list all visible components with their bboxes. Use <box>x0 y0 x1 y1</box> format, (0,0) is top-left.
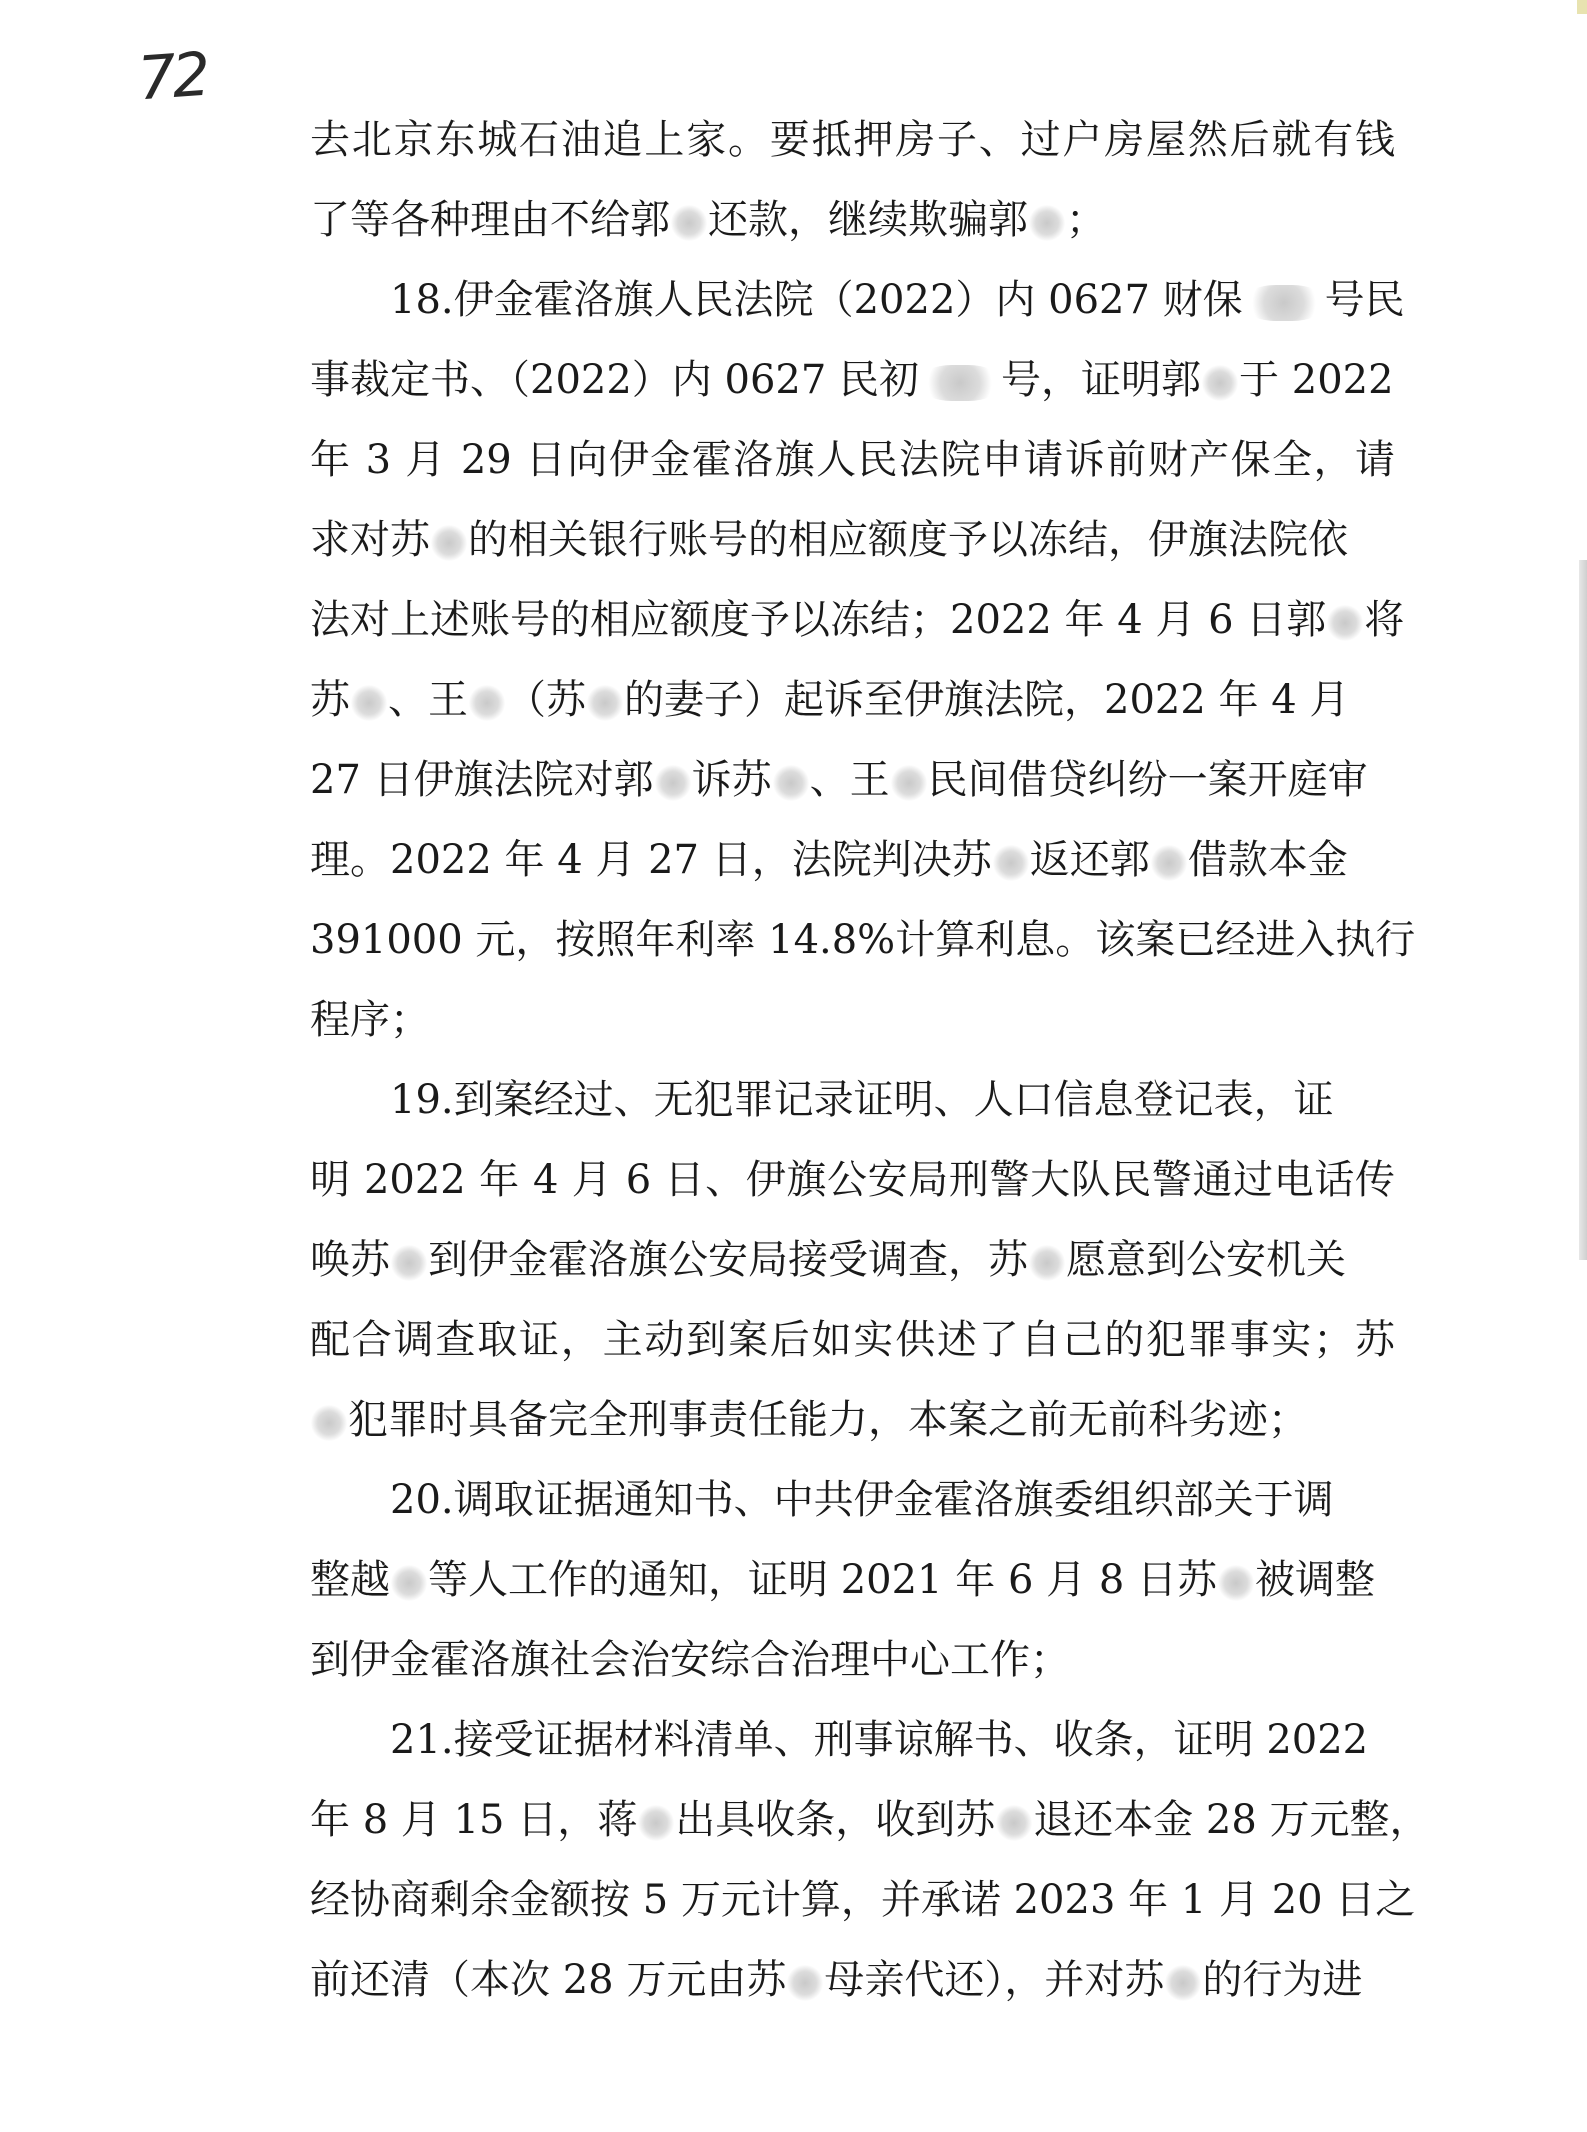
text-segment: 母亲代还），并对苏 <box>824 1957 1165 2003</box>
text-segment: 27 日伊旗法院对郭 <box>310 757 654 803</box>
redaction-blur <box>1029 1245 1065 1281</box>
text-segment: 的妻子）起诉至伊旗法院，2022 年 4 月 <box>624 677 1350 723</box>
paragraph-18-start <box>310 260 1405 340</box>
text-segment: 号，证明郭 <box>1001 357 1202 403</box>
text-segment: 20.调取证据通知书、中共伊金霍洛旗委组织部关于调 <box>390 1477 1334 1523</box>
redaction-blur <box>1327 605 1363 641</box>
redaction-blur <box>773 765 809 801</box>
text-segment: 配合调查取证，主动到案后如实供述了自己的犯罪事实；苏 <box>310 1317 1395 1363</box>
text-line <box>310 1780 1430 1860</box>
redaction-blur <box>469 685 505 721</box>
redaction-blur <box>787 1965 823 2001</box>
text-line <box>310 100 1395 180</box>
redaction-blur <box>1029 205 1065 241</box>
text-line <box>310 1940 1395 2020</box>
scan-edge-mark <box>1577 0 1587 14</box>
text-segment: 18.伊金霍洛旗人民法院（2022）内 0627 财保 <box>390 277 1243 323</box>
text-segment: 于 2022 <box>1239 357 1394 403</box>
text-segment: 将 <box>1364 597 1405 643</box>
text-segment: 了等各种理由不给郭 <box>310 197 670 243</box>
redaction-blur <box>1165 1965 1201 2001</box>
text-segment: 年 8 月 15 日，蒋 <box>310 1797 638 1843</box>
text-segment: 的行为进 <box>1202 1957 1363 2003</box>
text-line <box>310 500 1395 580</box>
text-segment: 整越 <box>310 1557 390 1603</box>
text-segment: 号民 <box>1324 277 1405 323</box>
text-segment: 、王 <box>809 757 890 803</box>
text-line <box>310 180 1395 260</box>
redaction-blur <box>920 365 1000 401</box>
text-segment: 的相关银行账号的相应额度予以冻结，伊旗法院依 <box>468 517 1348 563</box>
text-segment: 到伊金霍洛旗社会治安综合治理中心工作； <box>310 1637 1070 1683</box>
text-line <box>310 340 1395 420</box>
text-segment: 出具收条，收到苏 <box>675 1797 996 1843</box>
handwritten-page-number: 72 <box>135 39 209 115</box>
text-segment: 391000 元，按照年利率 14.8%计算利息。该案已经进入执行 <box>310 917 1416 963</box>
redaction-blur <box>993 845 1029 881</box>
redaction-blur <box>1151 845 1187 881</box>
redaction-blur <box>587 685 623 721</box>
redaction-blur <box>311 1405 347 1441</box>
text-line <box>310 1860 1416 1940</box>
text-segment: 年 3 月 29 日向伊金霍洛旗人民法院申请诉前财产保全，请 <box>310 437 1395 483</box>
text-line <box>310 1300 1395 1380</box>
redaction-blur <box>431 525 467 561</box>
text-segment: 法对上述账号的相应额度予以冻结；2022 年 4 月 6 日郭 <box>310 597 1327 643</box>
text-line <box>310 1140 1395 1220</box>
text-segment: 退还本金 28 万元整， <box>1033 1797 1430 1843</box>
text-segment: 程序； <box>310 997 430 1043</box>
paragraph-19-start <box>310 1060 1395 1140</box>
redaction-blur <box>671 205 707 241</box>
text-segment: 21.接受证据材料清单、刑事谅解书、收条，证明 2022 <box>390 1717 1369 1763</box>
text-segment: 犯罪时具备完全刑事责任能力，本案之前无前科劣迹； <box>348 1397 1308 1443</box>
text-segment: 被调整 <box>1254 1557 1375 1603</box>
redaction-blur <box>891 765 927 801</box>
document-body <box>310 100 1430 2020</box>
paragraph-21-start <box>310 1700 1395 1780</box>
redaction-blur <box>638 1805 674 1841</box>
text-segment: 19.到案经过、无犯罪记录证明、人口信息登记表，证 <box>390 1077 1334 1123</box>
text-line <box>310 1620 1395 1700</box>
scan-edge-shadow <box>1579 560 1587 1260</box>
redaction-blur <box>391 1565 427 1601</box>
text-line <box>310 1540 1395 1620</box>
text-line <box>310 740 1395 820</box>
text-segment: 到伊金霍洛旗公安局接受调查，苏 <box>428 1237 1028 1283</box>
text-segment: 唤苏 <box>310 1237 390 1283</box>
text-line <box>310 580 1405 660</box>
redaction-blur <box>1218 1565 1254 1601</box>
text-segment: 还款，继续欺骗郭 <box>708 197 1028 243</box>
text-segment: 愿意到公安机关 <box>1066 1237 1346 1283</box>
text-segment: 理。2022 年 4 月 27 日，法院判决苏 <box>310 837 992 883</box>
text-segment: ； <box>1066 197 1106 243</box>
text-line <box>310 660 1395 740</box>
redaction-blur <box>655 765 691 801</box>
paragraph-20-start <box>310 1460 1395 1540</box>
text-segment: 、王 <box>388 677 468 723</box>
redaction-blur <box>1244 285 1324 321</box>
text-segment: 苏 <box>310 677 350 723</box>
text-segment: （苏 <box>506 677 586 723</box>
text-segment: 前还清（本次 28 万元由苏 <box>310 1957 787 2003</box>
text-segment: 经协商剩余金额按 5 万元计算，并承诺 2023 年 1 月 20 日之 <box>310 1877 1416 1923</box>
redaction-blur <box>996 1805 1032 1841</box>
text-segment: 民间借贷纠纷一案开庭审 <box>927 757 1368 803</box>
text-segment: 诉苏 <box>691 757 772 803</box>
text-segment: 借款本金 <box>1187 837 1348 883</box>
text-line <box>310 900 1416 980</box>
text-segment: 返还郭 <box>1029 837 1150 883</box>
text-line <box>310 420 1395 500</box>
redaction-blur <box>1202 365 1238 401</box>
redaction-blur <box>391 1245 427 1281</box>
text-segment: 求对苏 <box>310 517 430 563</box>
text-line <box>310 1220 1395 1300</box>
redaction-blur <box>351 685 387 721</box>
text-line <box>310 820 1395 900</box>
text-segment: 去北京东城石油追上家。要抵押房子、过户房屋然后就有钱 <box>310 117 1395 163</box>
text-segment: 等人工作的通知，证明 2021 年 6 月 8 日苏 <box>428 1557 1217 1603</box>
text-line <box>310 980 1395 1060</box>
text-segment: 明 2022 年 4 月 6 日、伊旗公安局刑警大队民警通过电话传 <box>310 1157 1395 1203</box>
text-line <box>310 1380 1395 1460</box>
text-segment: 事裁定书、（2022）内 0627 民初 <box>310 357 920 403</box>
